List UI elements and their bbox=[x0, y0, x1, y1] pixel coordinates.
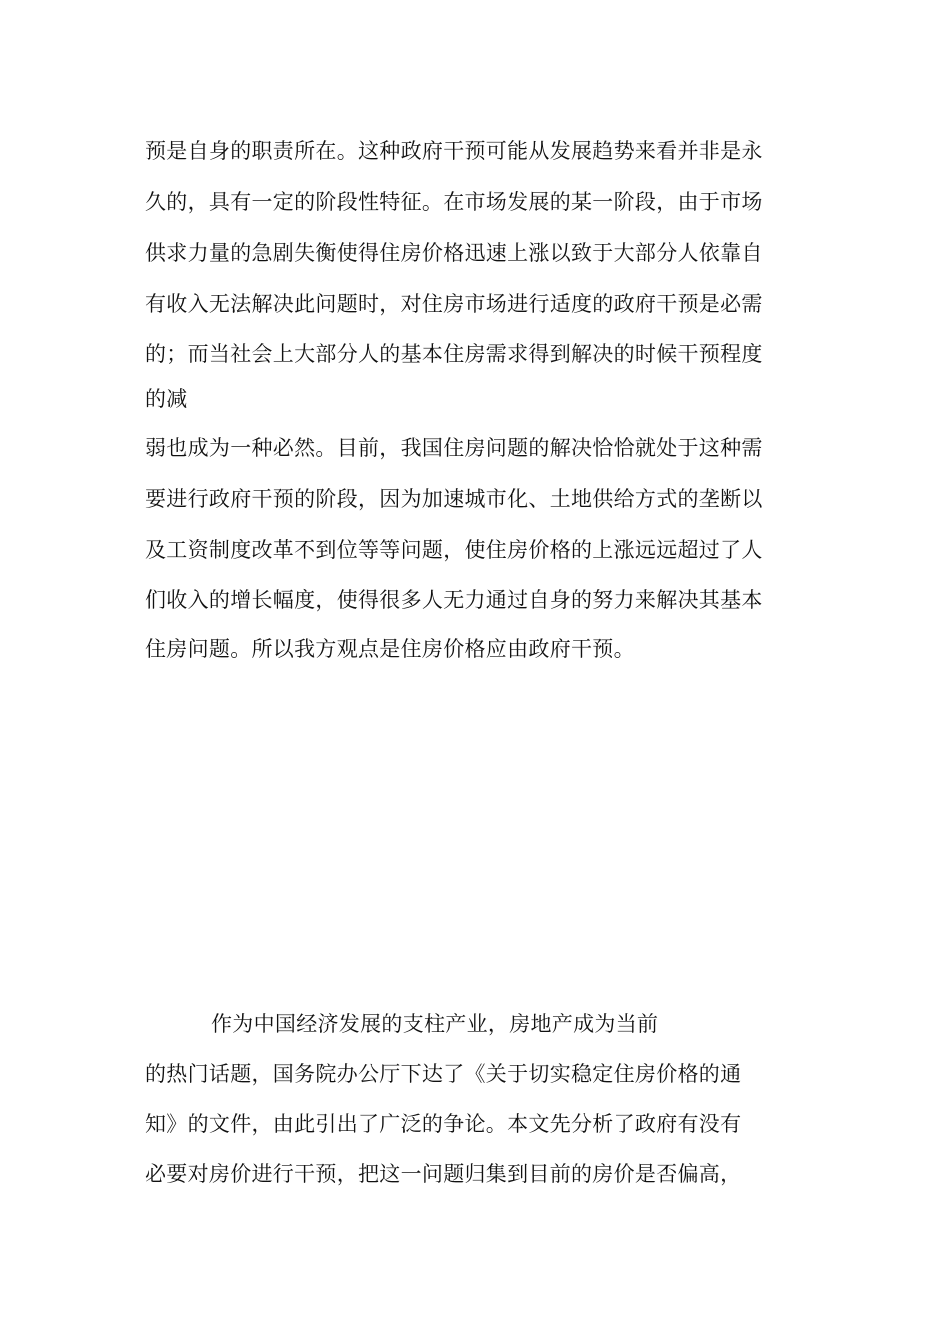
text-line: 有收入无法解决此问题时，对住房市场进行适度的政府干预是必需 bbox=[145, 292, 763, 316]
text-line: 预是自身的职责所在。这种政府干预可能从发展趋势来看并非是永 bbox=[145, 139, 763, 163]
text-line: 的减 bbox=[145, 387, 188, 411]
text-line: 必要对房价进行干预，把这一问题归集到目前的房价是否偏高， bbox=[145, 1162, 742, 1186]
text-line: 的；而当社会上大部分人的基本住房需求得到解决的时候干预程度 bbox=[145, 342, 763, 366]
text-line: 知》的文件，由此引出了广泛的争论。本文先分析了政府有没有 bbox=[145, 1112, 742, 1136]
text-line: 久的，具有一定的阶段性特征。在市场发展的某一阶段，由于市场 bbox=[145, 190, 763, 214]
text-line: 们收入的增长幅度，使得很多人无力通过自身的努力来解决其基本 bbox=[145, 588, 763, 612]
text-line: 供求力量的急剧失衡使得住房价格迅速上涨以致于大部分人依靠自 bbox=[145, 241, 763, 265]
text-line: 住房问题。所以我方观点是住房价格应由政府干预。 bbox=[145, 637, 635, 661]
text-line: 作为中国经济发展的支柱产业，房地产成为当前 bbox=[211, 1012, 659, 1036]
text-line: 的热门话题，国务院办公厅下达了《关于切实稳定住房价格的通 bbox=[145, 1062, 742, 1086]
text-line: 及工资制度改革不到位等等问题，使住房价格的上涨远远超过了人 bbox=[145, 538, 763, 562]
text-line: 弱也成为一种必然。目前，我国住房问题的解决恰恰就处于这种需 bbox=[145, 436, 763, 460]
text-line: 要进行政府干预的阶段，因为加速城市化、土地供给方式的垄断以 bbox=[145, 487, 763, 511]
